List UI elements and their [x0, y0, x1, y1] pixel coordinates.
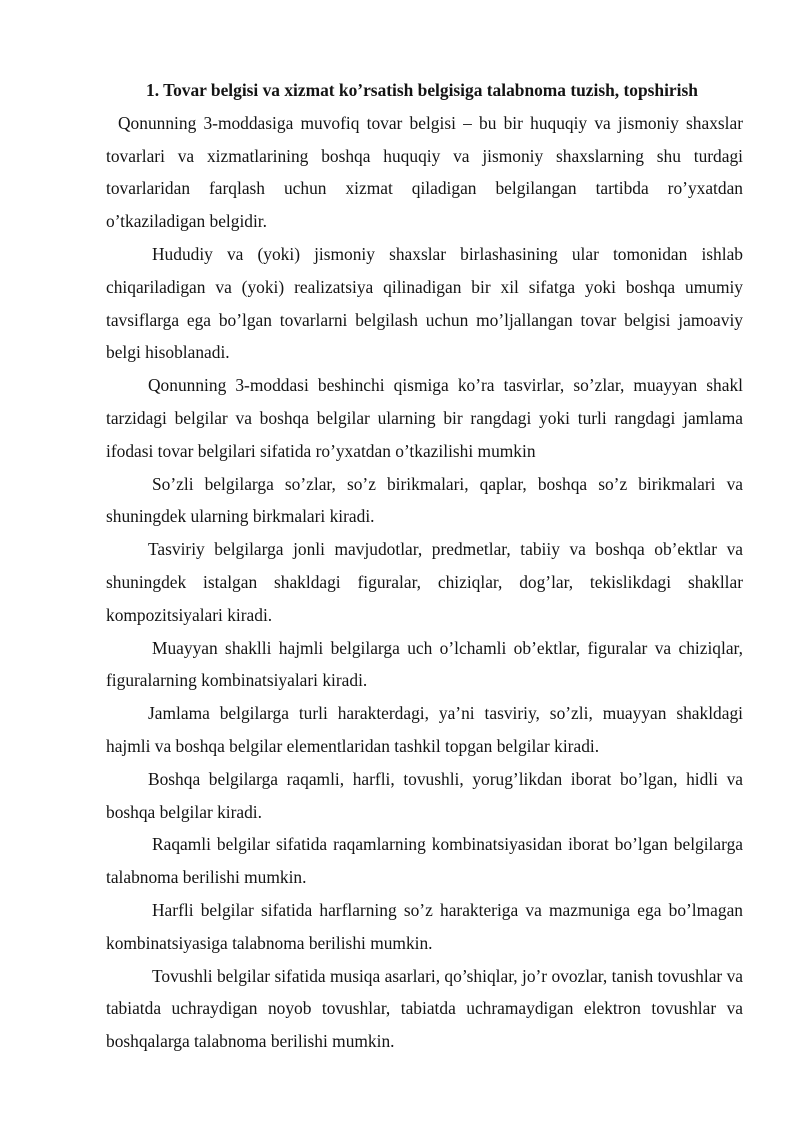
document-page	[106, 74, 743, 1058]
paragraph-collective-mark: Hududiy va (yoki) jismoniy shaxslar birlashasining ular tomonidan ishlab chiqariladigan va (yoki) realizatsiya qilinadigan bir xil sifatga yoki boshqa umumiy tavsiflarga ega bo’lgan tovarlarni belgilash uchun mo’ljallangan tovar belgisi jamoaviy belgi hisoblanadi.	[106, 243, 743, 363]
paragraph-figurative-marks: Tasviriy belgilarga jonli mavjudotlar, predmetlar, tabiiy va boshqa ob’ektlar va shuningdek istalgan shakldagi figuralar, chiziqlar, dog’lar, tekislikdagi shakllar kompozitsiyalari kiradi.	[106, 539, 743, 625]
paragraph-other-marks: Boshqa belgilarga raqamli, harfli, tovushli, yorug’likdan iborat bo’lgan, hidli va boshqa belgilar kiradi.	[106, 768, 743, 822]
paragraph-trademark-definition: Qonunning 3-moddasiga muvofiq tovar belgisi – bu bir huquqiy va jismoniy shaxslar tovarlari va xizmatlarining boshqa huquqiy va jismoniy shaxslarning shu turdagi tovarlaridan farqlash uchun xizmat qiladigan belgilangan tartibda ro’yxatdan o’tkaziladigan belgidir.	[106, 112, 743, 232]
paragraph-three-dimensional-marks: Muayyan shaklli hajmli belgilarga uch o’lchamli ob’ektlar, figuralar va chiziqlar, figuralarning kombinatsiyalari kiradi.	[106, 637, 743, 691]
section-heading: 1. Tovar belgisi va xizmat ko’rsatish belgisiga talabnoma tuzish, topshirish	[146, 80, 698, 100]
paragraph-numeric-marks: Raqamli belgilar sifatida raqamlarning kombinatsiyasidan iborat bo’lgan belgilarga talabnoma berilishi mumkin.	[106, 834, 743, 888]
paragraph-registrable-signs: Qonunning 3-moddasi beshinchi qismiga ko’ra tasvirlar, so’zlar, muayyan shakl tarzidagi belgilar va boshqa belgilar ularning bir rangdagi yoki turli rangdagi jamlama ifodasi tovar belgilari sifatida ro’yxatdan o’tkazilishi mumkin	[106, 375, 743, 461]
paragraph-word-marks: So’zli belgilarga so’zlar, so’z birikmalari, qaplar, boshqa so’z birikmalari va shuningdek ularning birkmalari kiradi.	[106, 473, 743, 527]
paragraph-sound-marks: Tovushli belgilar sifatida musiqa asarlari, qo’shiqlar, jo’r ovozlar, tanish tovushlar va tabiatda uchraydigan noyob tovushlar, tabiatda uchramaydigan elektron tovushlar va boshqalarga talabnoma berilishi mumkin.	[106, 965, 743, 1052]
paragraph-combined-marks: Jamlama belgilarga turli harakterdagi, ya’ni tasviriy, so’zli, muayyan shakldagi hajmli va boshqa belgilar elementlaridan tashkil topgan belgilar kiradi.	[106, 703, 743, 756]
paragraph-letter-marks: Harfli belgilar sifatida harflarning so’z harakteriga va mazmuniga ega bo’lmagan kombinatsiyasiga talabnoma berilishi mumkin.	[106, 899, 743, 953]
